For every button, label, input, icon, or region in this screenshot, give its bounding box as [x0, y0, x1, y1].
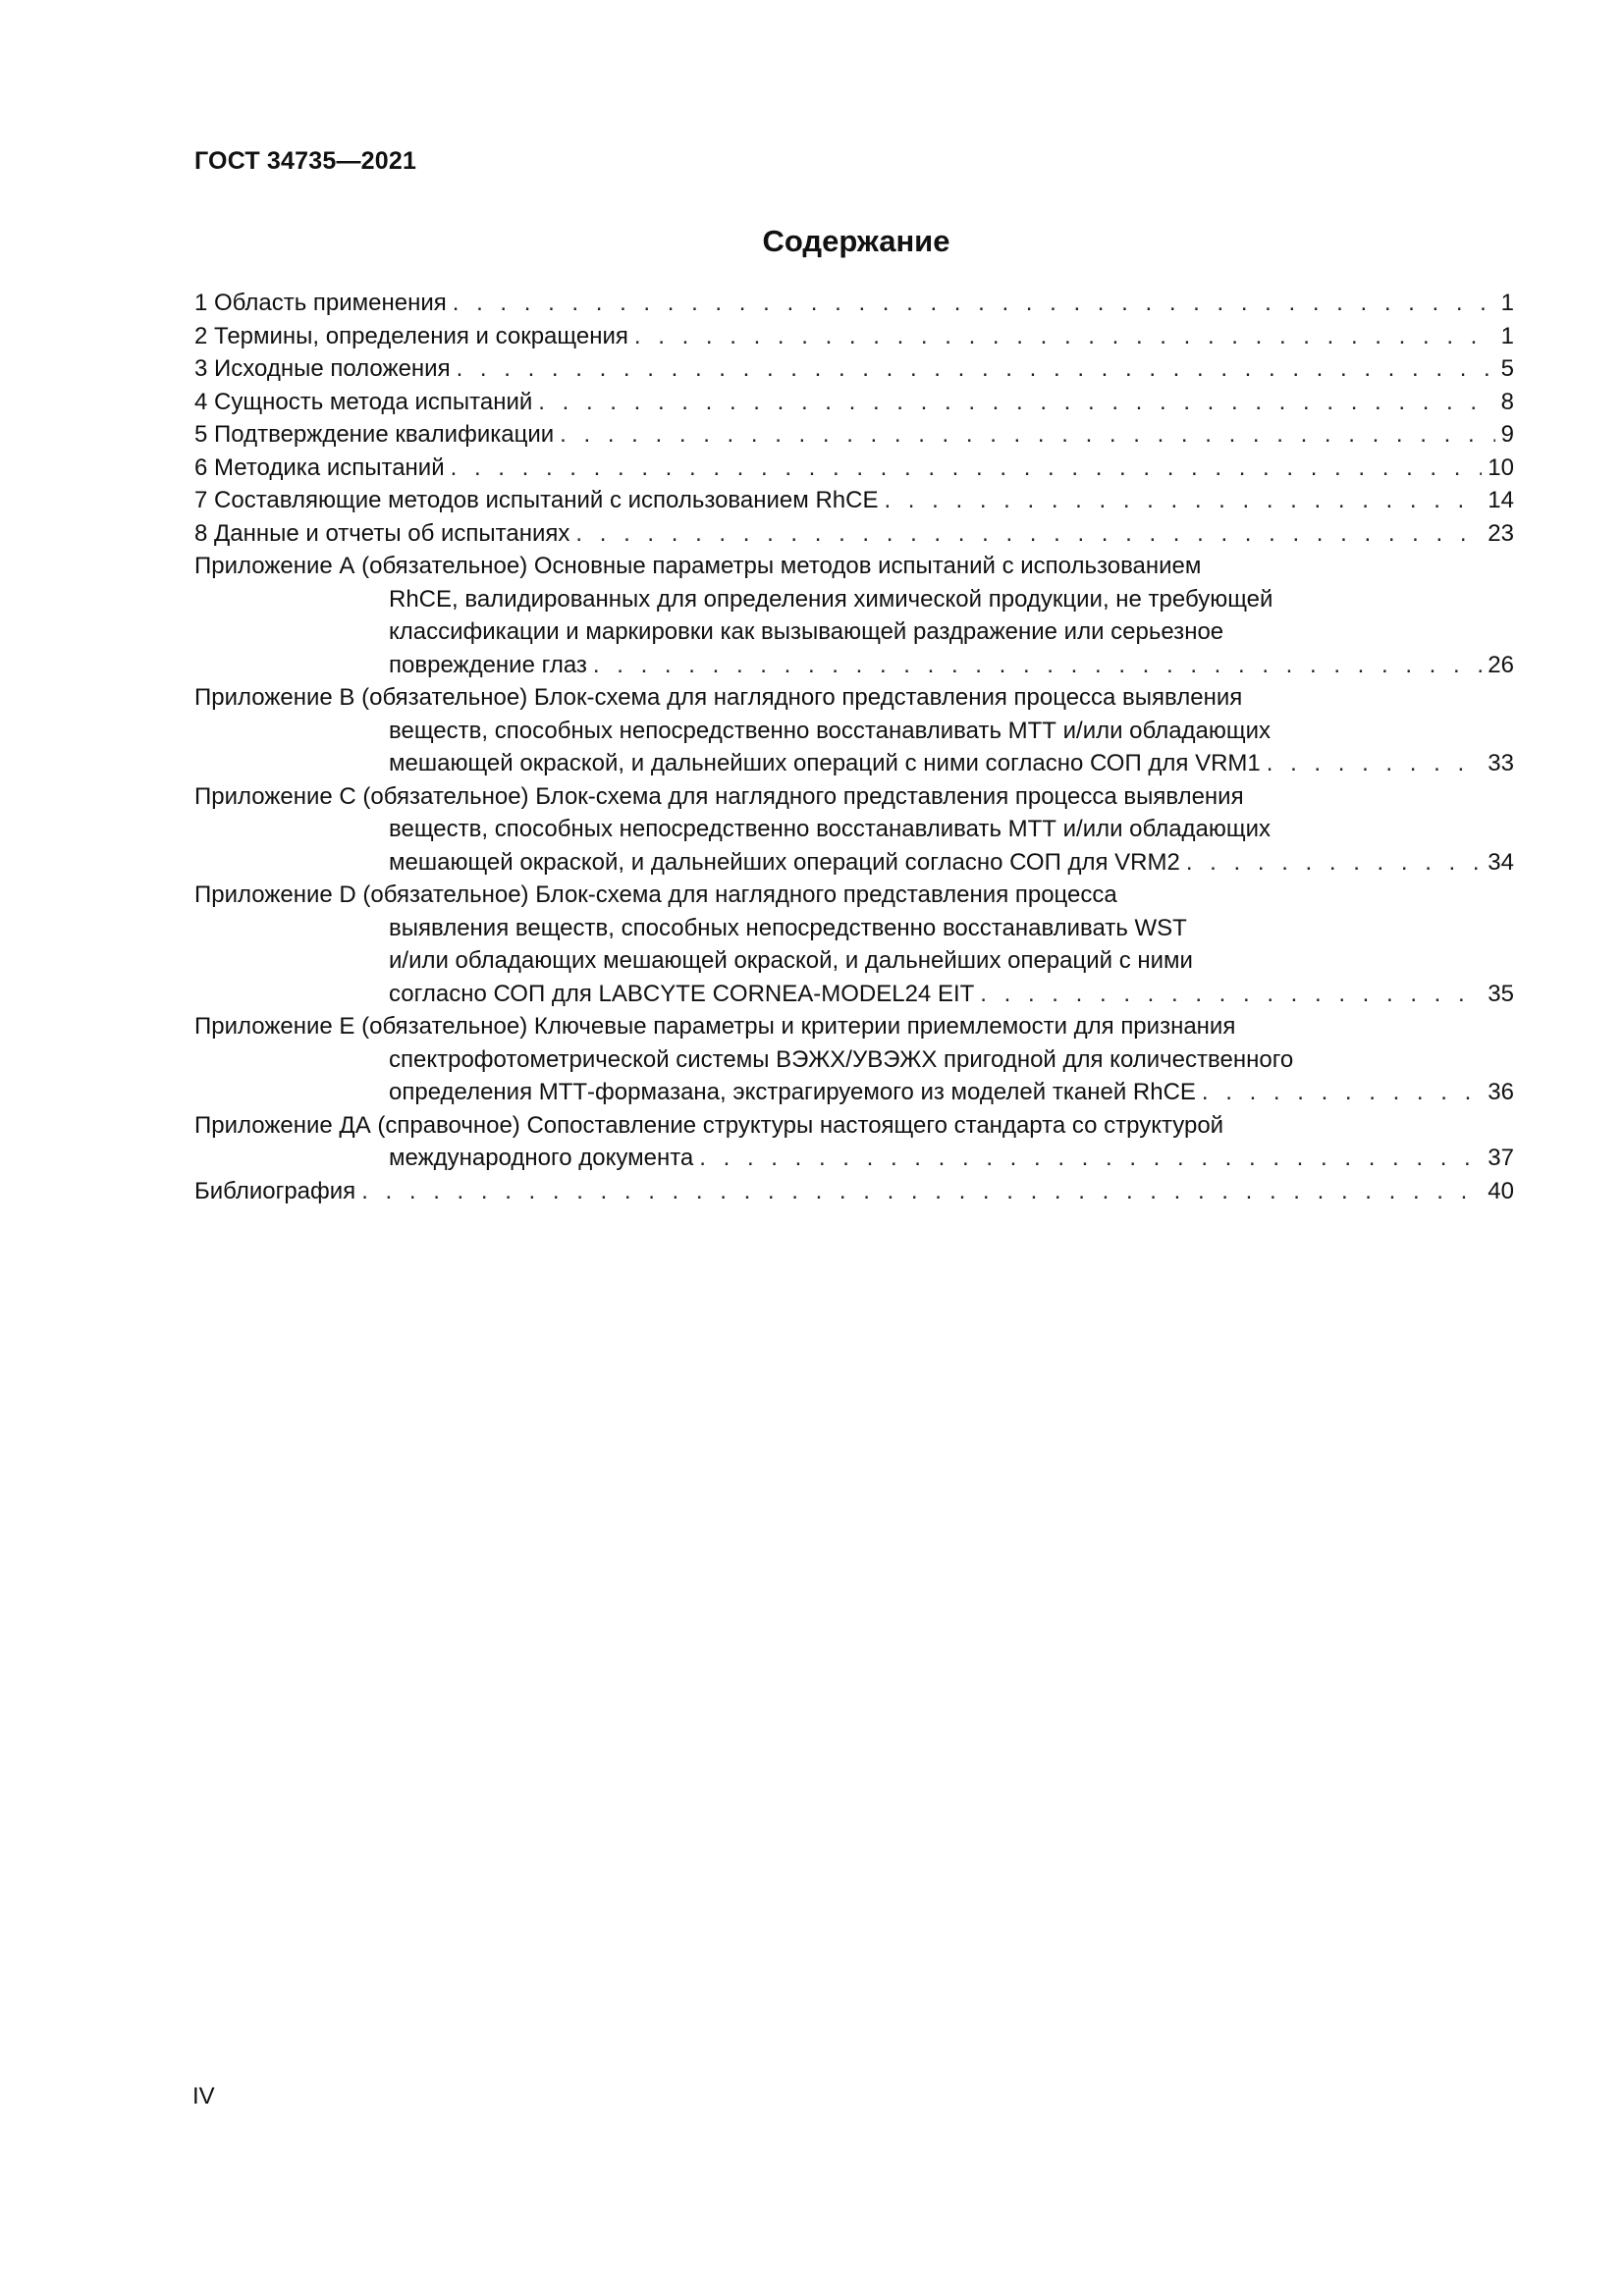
toc-title: Содержание: [762, 224, 950, 258]
toc-entry-text: и/или обладающих мешающей окраской, и дальнейших операций с ними: [389, 947, 1193, 974]
toc-entry-appendix-c[interactable]: [194, 780, 1514, 880]
dot-leader: [457, 352, 1495, 386]
toc-entry[interactable]: [194, 452, 1514, 485]
dot-leader: [1186, 846, 1482, 880]
toc-entry-text: 3 Исходные положения: [194, 355, 451, 382]
dot-leader: [538, 386, 1494, 419]
dot-leader: [980, 978, 1482, 1011]
toc-entry-text: 5 Подтверждение квалификации: [194, 421, 555, 448]
dot-leader: [361, 1175, 1482, 1208]
dot-leader: [1202, 1076, 1482, 1109]
toc-page-number: 10: [1488, 454, 1514, 481]
toc-entry-line: [194, 747, 1514, 780]
document-code: ГОСТ 34735—2021: [194, 147, 417, 175]
toc-entry-text: 1 Область применения: [194, 290, 447, 316]
toc-page-number: 26: [1488, 651, 1514, 678]
toc-entry-text: Приложение В (обязательное) Блок-схема для наглядного представления процесса выявления: [194, 684, 1243, 711]
toc-page-number: 1: [1500, 290, 1514, 316]
toc-entry-line: [194, 649, 1514, 682]
toc-entry-line: [194, 418, 1514, 452]
toc-entry[interactable]: [194, 386, 1514, 419]
dot-leader: [1267, 747, 1483, 780]
toc-entry[interactable]: [194, 352, 1514, 386]
toc-entry-text: Приложение А (обязательное) Основные параметры методов испытаний с использованием: [194, 553, 1202, 579]
toc-page-number: 9: [1500, 421, 1514, 448]
toc-entry-text: 6 Методика испытаний: [194, 454, 445, 481]
toc-entry-text: спектрофотометрической системы ВЭЖХ/УВЭЖХ пригодной для количественного: [389, 1045, 1294, 1073]
toc-entry-appendix-d[interactable]: [194, 879, 1514, 1010]
toc-entry[interactable]: [194, 517, 1514, 551]
dot-leader: [453, 287, 1495, 320]
toc-entry-text: Приложение D (обязательное) Блок-схема для наглядного представления процесса: [194, 881, 1117, 908]
toc-entry-line: [194, 320, 1514, 353]
dot-leader: [560, 418, 1494, 452]
toc-page-number: 1: [1500, 322, 1514, 349]
toc-entry[interactable]: [194, 418, 1514, 452]
toc-entry[interactable]: [194, 287, 1514, 320]
toc-entry-line: [194, 517, 1514, 551]
toc-entry-text: веществ, способных непосредственно восстанавливать МТТ и/или обладающих: [389, 717, 1272, 744]
toc-page-number: 5: [1500, 355, 1514, 382]
toc-entry-line: [194, 287, 1514, 320]
dot-leader: [634, 320, 1495, 353]
toc-entry-text: международного документа: [389, 1145, 694, 1171]
toc-entry-text: определения МТТ-формазана, экстрагируемого из моделей тканей RhCE: [389, 1079, 1196, 1105]
toc-page-number: 14: [1488, 487, 1514, 513]
dot-leader: [699, 1142, 1482, 1175]
toc-entry-appendix-b[interactable]: [194, 681, 1514, 780]
toc-entry-text: 4 Сущность метода испытаний: [194, 388, 533, 415]
toc-page-number: 40: [1488, 1177, 1514, 1204]
toc-entry-text: согласно СОП для LABCYTE CORNEA-MODEL24 EIT: [389, 980, 975, 1007]
toc-entry-text: мешающей окраской, и дальнейших операций согласно СОП для VRM2: [389, 848, 1180, 876]
toc-entry-appendix-da[interactable]: [194, 1109, 1514, 1175]
dot-leader: [593, 649, 1482, 682]
toc-entry-text: Приложение ДА (справочное) Сопоставление структуры настоящего стандарта со структурой: [194, 1111, 1224, 1139]
toc-entry-appendix-a[interactable]: [194, 550, 1514, 681]
toc-entry-line: [194, 1142, 1514, 1175]
toc-entry[interactable]: [194, 484, 1514, 517]
toc-entry-bibliography[interactable]: [194, 1175, 1514, 1208]
toc-entry-text: Приложение С (обязательное) Блок-схема для наглядного представления процесса выявления: [194, 782, 1244, 810]
page-number: IV: [192, 2083, 215, 2109]
toc-entry-line: [194, 484, 1514, 517]
toc-entry-text: 8 Данные и отчеты об испытаниях: [194, 519, 570, 547]
toc-entry-appendix-e[interactable]: [194, 1010, 1514, 1109]
dot-leader: [884, 484, 1482, 517]
toc-page-number: 37: [1488, 1145, 1514, 1171]
toc-entry-text: 2 Термины, определения и сокращения: [194, 322, 628, 349]
toc-entry-line: [194, 352, 1514, 386]
toc-entry-line: [194, 846, 1514, 880]
toc-page-number: 8: [1500, 388, 1514, 415]
toc-page-number: 23: [1488, 519, 1514, 547]
dot-leader: [451, 452, 1483, 485]
dot-leader: [575, 517, 1482, 551]
toc-entry-text: RhCE, валидированных для определения химической продукции, не требующей: [389, 585, 1273, 613]
toc-entry-text: Библиография: [194, 1177, 356, 1204]
toc-entry-line: [194, 1076, 1514, 1109]
toc-page-number: 33: [1488, 750, 1514, 776]
toc-entry-text: мешающей окраской, и дальнейших операций с ними согласно СОП для VRM1: [389, 750, 1261, 776]
toc-entry-line: [194, 978, 1514, 1011]
toc-entry-line: [194, 386, 1514, 419]
toc-entry-text: Приложение Е (обязательное) Ключевые параметры и критерии приемлемости для признания: [194, 1013, 1236, 1040]
toc-entry-text: классификации и маркировки как вызывающей раздражение или серьезное: [389, 618, 1224, 645]
toc-entry-line: [194, 1175, 1514, 1208]
toc-entry-line: [194, 452, 1514, 485]
toc-page-number: 35: [1488, 980, 1514, 1007]
toc-entry-text: 7 Составляющие методов испытаний с использованием RhCE: [194, 487, 879, 513]
toc-page-number: 34: [1488, 848, 1514, 876]
toc-entry-text: повреждение глаз: [389, 651, 587, 678]
toc-entry-text: веществ, способных непосредственно восстанавливать МТТ и/или обладающих: [389, 816, 1272, 842]
toc-entry[interactable]: [194, 320, 1514, 353]
toc-page-number: 36: [1488, 1079, 1514, 1105]
toc-entry-text: выявления веществ, способных непосредственно восстанавливать WST: [389, 914, 1187, 941]
table-of-contents: [194, 287, 1514, 1207]
